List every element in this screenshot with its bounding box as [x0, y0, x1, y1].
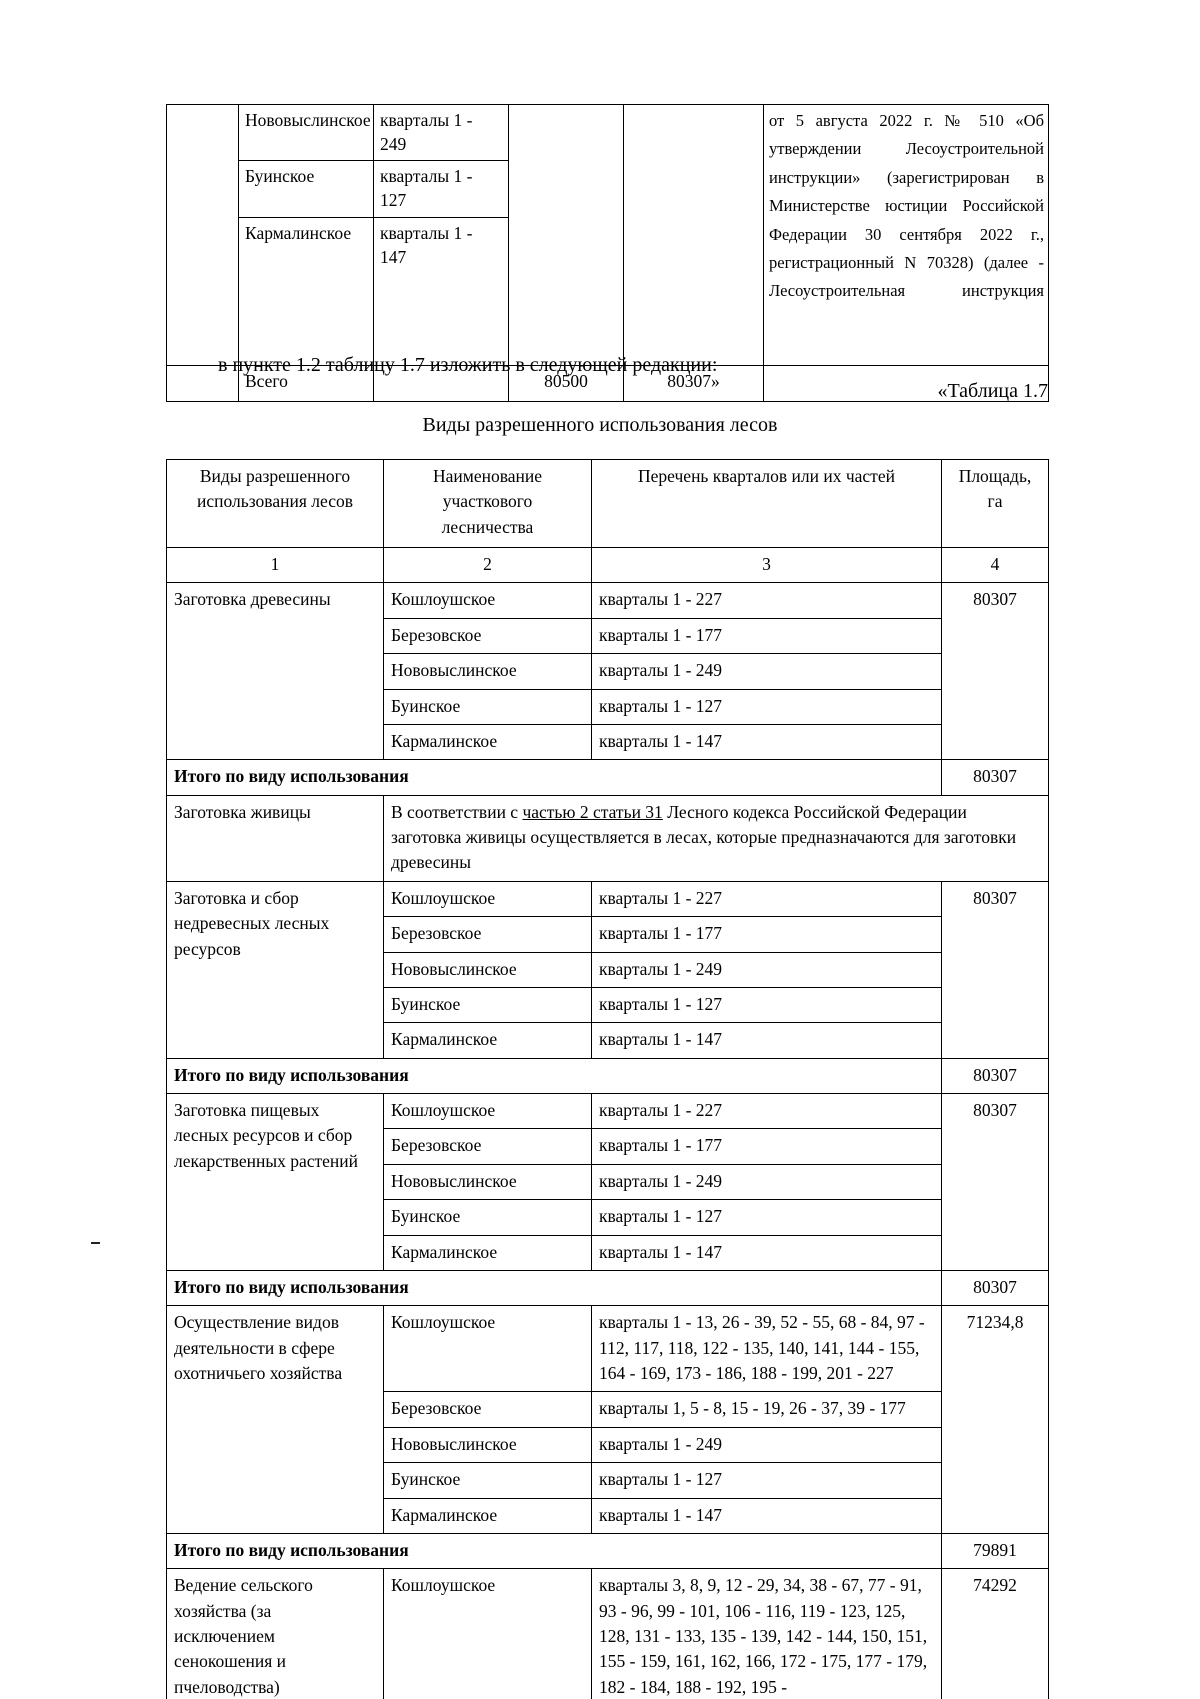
- header-col-quarters: [592, 460, 942, 548]
- area-cell: 74292: [942, 1569, 1049, 1699]
- area-cell: 80307: [942, 1094, 1049, 1271]
- quarters-cell: кварталы 1 - 127: [592, 1200, 942, 1235]
- legal-reference-cell: [384, 795, 1049, 881]
- header-line: Наименование: [432, 466, 543, 486]
- table-title: Виды разрешенного использования лесов: [422, 414, 778, 436]
- quarters-cell: кварталы 1 - 249: [592, 1164, 942, 1199]
- section-total-label: Итого по виду использования: [167, 1058, 942, 1093]
- column-number: 3: [592, 548, 942, 583]
- use-type-cell: Заготовка пищевых лесных ресурсов и сбор лекарственных растений: [167, 1094, 384, 1271]
- legal-text-part: Лесного кодекса Российской Федерации заготовка живицы осуществляется в лесах, которые предназначаются для заготовки древесины: [391, 801, 1017, 873]
- forestry-cell: Нововыслинское: [384, 654, 592, 689]
- top-cell-empty-b: [509, 105, 624, 366]
- header-col-forestry: [384, 460, 592, 548]
- forestry-cell: Березовское: [384, 618, 592, 653]
- forestry-cell: Буинское: [384, 987, 592, 1022]
- quarters-cell: кварталы 1 - 147: [592, 1235, 942, 1270]
- top-forestry-name: Кармалинское: [239, 217, 374, 365]
- use-type-cell: Заготовка и сбор недревесных лесных ресурсов: [167, 881, 384, 1058]
- header-col-use-type: [167, 460, 384, 548]
- table-row: [167, 583, 1049, 618]
- top-quarters: кварталы 1 - 249: [374, 105, 509, 161]
- forestry-cell: Кошлоушское: [384, 1569, 592, 1699]
- quarters-cell: кварталы 1 - 249: [592, 1427, 942, 1462]
- section-total-label: Итого по виду использования: [167, 760, 942, 795]
- quarters-cell: кварталы 1 - 127: [592, 987, 942, 1022]
- quarters-cell: кварталы 1 - 249: [592, 654, 942, 689]
- table-row: [167, 1094, 1049, 1129]
- header-line: участкового: [442, 491, 533, 512]
- forestry-cell: Нововыслинское: [384, 952, 592, 987]
- table-row: [167, 1569, 1049, 1699]
- note-line: инструкции» (зарегистрирован в: [769, 167, 1044, 187]
- table-row: [167, 795, 1049, 881]
- top-cell-empty-c: [624, 105, 764, 366]
- note-line: регистрационный N 70328) (далее -: [769, 252, 1044, 272]
- top-quarters: кварталы 1 - 127: [374, 161, 509, 217]
- forestry-cell: Кармалинское: [384, 1023, 592, 1058]
- total-value-1: 80500: [509, 365, 624, 401]
- column-number: 2: [384, 548, 592, 583]
- section-total-area: 80307: [942, 760, 1049, 795]
- area-cell: 80307: [942, 881, 1049, 1058]
- table-header-row: [167, 460, 1049, 548]
- note-line: от 5 августа 2022 г. № 510 «Об: [769, 111, 1044, 130]
- section-total-label: Итого по виду использования: [167, 1533, 942, 1568]
- forestry-cell: Нововыслинское: [384, 1164, 592, 1199]
- header-line: Виды разрешенного: [199, 466, 351, 486]
- forestry-cell: Березовское: [384, 1129, 592, 1164]
- use-type-cell: Заготовка древесины: [167, 583, 384, 760]
- legal-text-link: частью 2 статьи 31: [522, 801, 663, 822]
- quarters-cell: кварталы 1 - 13, 26 - 39, 52 - 55, 68 - 84, 97 - 112, 117, 118, 122 - 135, 140, 141, 144 - 155, 164 - 169, 173 - 186, 188 - 199, 201 - 227: [592, 1306, 942, 1392]
- note-line: Лесоустроительная инструкция: [769, 281, 1044, 301]
- header-line: Перечень кварталов или их частей: [638, 466, 895, 486]
- table-number-label: «Таблица 1.7: [937, 380, 1048, 402]
- section-total-row: [167, 760, 1049, 795]
- section-total-label: Итого по виду использования: [167, 1270, 942, 1305]
- legal-text-part: В соответствии с: [391, 801, 523, 822]
- top-forestry-name: Нововыслинское: [239, 105, 374, 161]
- column-number: 1: [167, 548, 384, 583]
- top-forestry-name: Буинское: [239, 161, 374, 217]
- table-row: [167, 881, 1049, 916]
- note-line: Федерации 30 сентября 2022 г.,: [769, 224, 1044, 244]
- forestry-cell: Кошлоушское: [384, 1094, 592, 1129]
- header-line: Площадь,: [958, 466, 1032, 486]
- section-total-row: [167, 1058, 1049, 1093]
- header-col-area: [942, 460, 1049, 548]
- forestry-cell: Буинское: [384, 1200, 592, 1235]
- quarters-cell: кварталы 3, 8, 9, 12 - 29, 34, 38 - 67, 77 - 91, 93 - 96, 99 - 101, 106 - 116, 119 - 123, 125, 128, 131 - 133, 135 - 139, 142 - 144, 150, 151, 155 - 159, 161, 162, 166, 172 - 175, 177 - 179, 182 - 184, 188 - 192, 195 -: [592, 1569, 942, 1699]
- use-type-cell: Ведение сельского хозяйства (за исключением сенокошения и пчеловодства): [167, 1569, 384, 1699]
- header-line: га: [987, 491, 1003, 512]
- total-label: Всего: [239, 365, 374, 401]
- use-type-cell: Осуществление видов деятельности в сфере охотничьего хозяйства: [167, 1306, 384, 1534]
- permitted-forest-use-table: [166, 459, 1049, 1699]
- quarters-cell: кварталы 1 - 127: [592, 1463, 942, 1498]
- intro-paragraph: в пункте 1.2 таблицу 1.7 изложить в следующей редакции:: [218, 354, 718, 376]
- quarters-cell: кварталы 1 - 177: [592, 618, 942, 653]
- quarters-cell: кварталы 1 - 147: [592, 1498, 942, 1533]
- note-line: Министерстве юстиции Российской: [769, 196, 1044, 216]
- area-cell: 80307: [942, 583, 1049, 760]
- quarters-cell: кварталы 1, 5 - 8, 15 - 19, 26 - 37, 39 - 177: [592, 1392, 942, 1427]
- top-note-cell: [764, 105, 1049, 366]
- quarters-cell: кварталы 1 - 127: [592, 689, 942, 724]
- total-value-2: 80307»: [624, 365, 764, 401]
- top-cell-empty-a: [167, 105, 239, 366]
- quarters-cell: кварталы 1 - 249: [592, 952, 942, 987]
- forestry-cell: Березовское: [384, 917, 592, 952]
- quarters-cell: кварталы 1 - 147: [592, 1023, 942, 1058]
- forestry-cell: Кошлоушское: [384, 583, 592, 618]
- column-number: 4: [942, 548, 1049, 583]
- forestry-cell: Березовское: [384, 1392, 592, 1427]
- quarters-cell: кварталы 1 - 227: [592, 583, 942, 618]
- table-row: [167, 1306, 1049, 1392]
- section-total-area: 80307: [942, 1270, 1049, 1305]
- area-cell: 71234,8: [942, 1306, 1049, 1534]
- header-line: лесничества: [441, 516, 534, 537]
- note-line: утверждении Лесоустроительной: [769, 139, 1044, 159]
- margin-mark: [91, 1242, 100, 1244]
- section-total-row: [167, 1270, 1049, 1305]
- top-quarters: кварталы 1 - 147: [374, 217, 509, 365]
- forestry-cell: Кармалинское: [384, 1498, 592, 1533]
- quarters-cell: кварталы 1 - 147: [592, 724, 942, 759]
- forestry-cell: Кармалинское: [384, 724, 592, 759]
- section-total-row: [167, 1533, 1049, 1568]
- quarters-cell: кварталы 1 - 227: [592, 1094, 942, 1129]
- section-total-area: 79891: [942, 1533, 1049, 1568]
- forestry-cell: Буинское: [384, 1463, 592, 1498]
- quarters-cell: кварталы 1 - 227: [592, 881, 942, 916]
- forestry-cell: Буинское: [384, 689, 592, 724]
- forestry-cell: Кошлоушское: [384, 881, 592, 916]
- forestry-cell: Нововыслинское: [384, 1427, 592, 1462]
- quarters-cell: кварталы 1 - 177: [592, 1129, 942, 1164]
- quarters-cell: кварталы 1 - 177: [592, 917, 942, 952]
- column-number-row: [167, 548, 1049, 583]
- section-total-area: 80307: [942, 1058, 1049, 1093]
- header-line: использования лесов: [197, 491, 353, 512]
- forestry-cell: Кармалинское: [384, 1235, 592, 1270]
- table-row: [167, 105, 1049, 161]
- forestry-cell: Кошлоушское: [384, 1306, 592, 1392]
- use-type-cell: Заготовка живицы: [167, 795, 384, 881]
